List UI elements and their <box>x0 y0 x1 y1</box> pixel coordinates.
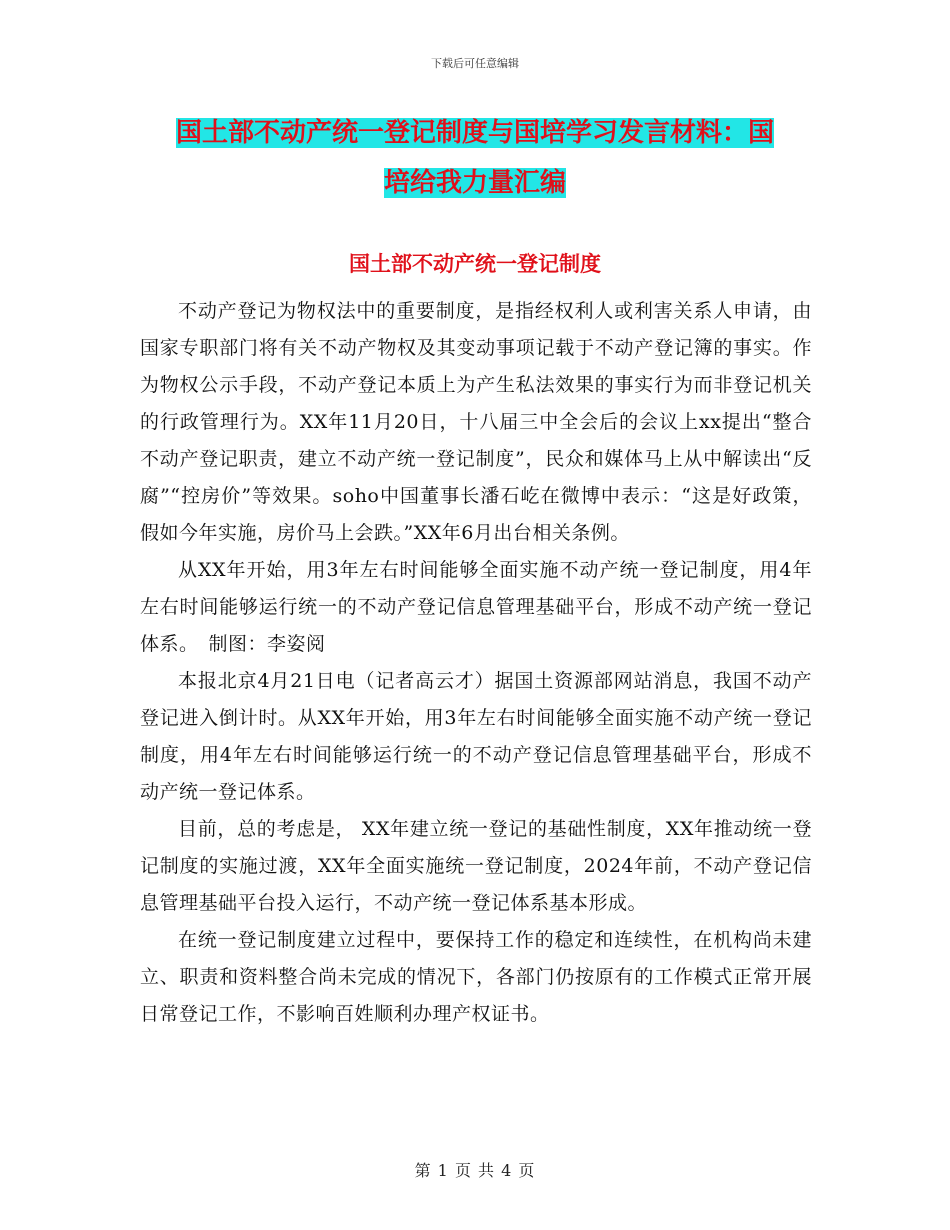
paragraph: 本报北京4月21日电（记者高云才）据国土资源部网站消息，我国不动产登记进入倒计时。从XX年开始，用3年左右时间能够全面实施不动产统一登记制度，用4年左右时间能够运行统一的不动产登记信息管理基础平台，形成不动产统一登记体系。 <box>140 670 812 803</box>
paragraph: 从XX年开始，用3年左右时间能够全面实施不动产统一登记制度，用4年左右时间能够运行统一的不动产登记信息管理基础平台，形成不动产统一登记体系。 制图：李姿阅 <box>140 559 812 655</box>
document-title <box>140 108 810 208</box>
paragraph: 不动产登记为物权法中的重要制度，是指经权利人或利害关系人申请，由国家专职部门将有关不动产物权及其变动事项记载于不动产登记簿的事实。作为物权公示手段，不动产登记本质上为产生私法效果的事实行为而非登记机关的行政管理行为。XX年11月20日，十八届三中全会后的会议上xx提出“整合不动产登记职责，建立不动产统一登记制度”，民众和媒体马上从中解读出“反腐”“控房价”等效果。soho中国董事长潘石屹在微博中表示：“这是好政策，假如今年实施，房价马上会跌。”XX年6月出台相关条例。 <box>140 300 812 544</box>
title-line-1: 国土部不动产统一登记制度与国培学习发言材料：国 <box>175 118 774 148</box>
header-note: 下载后可任意编辑 <box>431 57 519 70</box>
page-number-footer: 第 1 页 共 4 页 <box>414 1161 536 1180</box>
section-heading: 国土部不动产统一登记制度 <box>349 252 601 276</box>
body-text <box>140 293 812 1033</box>
paragraph: 在统一登记制度建立过程中，要保持工作的稳定和连续性，在机构尚未建立、职责和资料整合尚未完成的情况下，各部门仍按原有的工作模式正常开展日常登记工作，不影响百姓顺利办理产权证书。 <box>140 929 812 1025</box>
title-line-2: 培给我力量汇编 <box>383 168 566 198</box>
paragraph: 目前，总的考虑是， XX年建立统一登记的基础性制度，XX年推动统一登记制度的实施过渡，XX年全面实施统一登记制度，2024年前，不动产登记信息管理基础平台投入运行，不动产统一登记体系基本形成。 <box>140 818 812 914</box>
